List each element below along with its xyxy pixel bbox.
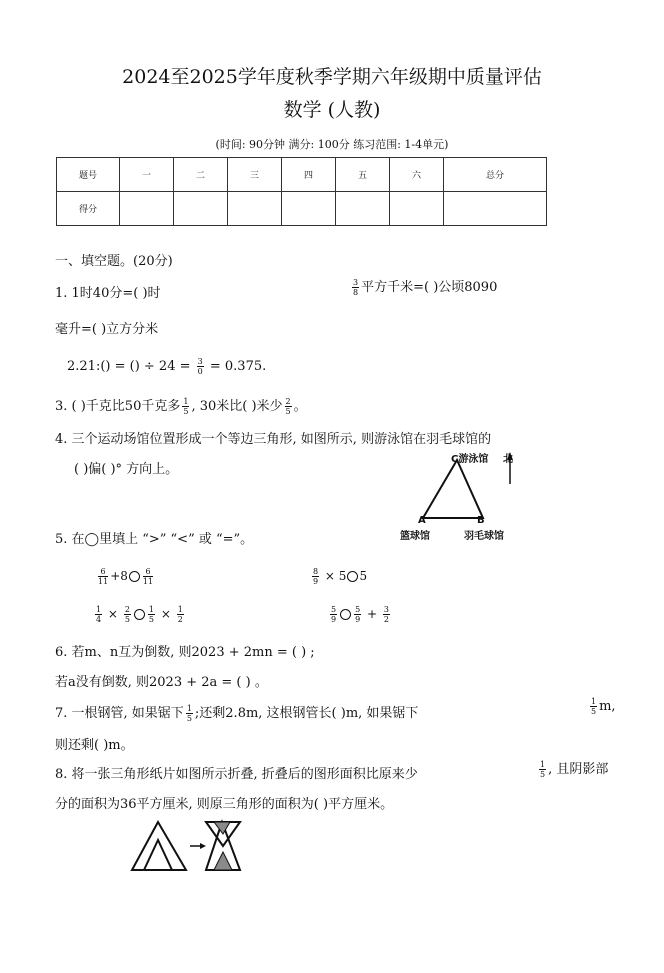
score-table <box>56 157 547 226</box>
table-cell: 六 <box>390 158 444 192</box>
fold-arrow <box>190 843 206 849</box>
fraction: $\frac{3}{0}$ <box>197 357 203 376</box>
table-cell: 题号 <box>57 158 120 192</box>
shaded-region <box>214 822 230 834</box>
fraction: $\frac{1}{4}$ <box>96 605 102 624</box>
section-heading: 一、填空题。(20分) <box>55 254 173 269</box>
score-cell[interactable] <box>228 192 282 226</box>
table-row <box>57 158 547 192</box>
table-row <box>57 192 547 226</box>
table-cell: 五 <box>336 158 390 192</box>
fraction: $\frac{1}{5}$ <box>540 760 546 779</box>
fraction: $\frac{5}{9}$ <box>355 605 361 624</box>
table-cell: 三 <box>228 158 282 192</box>
triangle-shape <box>423 460 483 518</box>
fraction: $\frac{5}{9}$ <box>331 605 337 624</box>
fraction: $\frac{1}{5}$ <box>591 697 597 716</box>
folded-shape <box>206 822 240 870</box>
fraction: $\frac{6}{11}$ <box>142 567 154 586</box>
question-6-line1: 6. 若m、n互为倒数, 则2023 + 2mn = ( ) ; <box>55 645 315 660</box>
question-7: 7. 一根钢管, 如果锯下 $\frac{1}{5}$ ;还剩2.8m, 这根钢管长( )m, 如果锯下 <box>55 704 419 723</box>
score-cell[interactable] <box>120 192 174 226</box>
table-cell: 得分 <box>57 192 120 226</box>
question-4-line2: ( )偏( )° 方向上。 <box>74 462 179 477</box>
comparison-2: $\frac{8}{9}$ × 5 5 <box>313 567 368 586</box>
question-4-line1: 4. 三个运动场馆位置形成一个等边三角形, 如图所示, 则游泳馆在羽毛球馆的 <box>55 432 492 447</box>
question-8: 8. 将一张三角形纸片如图所示折叠, 折叠后的图形面积比原来少 <box>55 767 418 782</box>
question-8-line2: 分的面积为36平方厘米, 则原三角形的面积为( )平方厘米。 <box>55 797 394 812</box>
question-5: 5. 在◯里填上 “>” “<” 或 “=”。 <box>55 532 254 547</box>
answer-circle[interactable] <box>129 571 140 582</box>
question-8-tail: $\frac{1}{5}$ , 且阴影部 <box>540 760 609 779</box>
fraction: $\frac{3}{8}$ <box>353 278 359 297</box>
question-1-line2: 毫升=( )立方分米 <box>55 322 159 337</box>
fraction: $\frac{1}{5}$ <box>186 704 192 723</box>
fraction: $\frac{2}{5}$ <box>285 397 291 416</box>
fraction: $\frac{2}{5}$ <box>124 605 130 624</box>
fraction: $\frac{6}{11}$ <box>98 567 109 586</box>
exam-info: (时间: 90分钟 满分: 100分 练习范围: 1-4单元) <box>215 138 449 151</box>
fold-triangle-diagram <box>128 818 258 876</box>
original-triangle <box>132 822 186 870</box>
label-north: 北 <box>503 454 513 465</box>
answer-circle[interactable] <box>340 609 351 620</box>
table-cell: 二 <box>174 158 228 192</box>
label-b: B <box>477 515 485 526</box>
question-1-part-b: $\frac{3}{8}$ 平方千米=( )公顷8090 <box>353 278 498 297</box>
comparison-4: $\frac{5}{9}$ $\frac{5}{9}$ + $\frac{3}{2}$ <box>331 605 389 624</box>
question-6-line2: 若a没有倒数, 则2023 + 2a = ( ) 。 <box>55 675 268 690</box>
score-cell[interactable] <box>444 192 547 226</box>
label-swimming: C游泳馆 <box>451 454 489 465</box>
comparison-3: $\frac{1}{4}$ × $\frac{2}{5}$ $\frac{1}{5}$ × $\frac{1}{2}$ <box>96 605 183 624</box>
score-cell[interactable] <box>174 192 228 226</box>
label-badminton: 羽毛球馆 <box>464 531 504 542</box>
question-1-part-a: 1. 1时40分=( )时 <box>55 286 161 301</box>
answer-circle[interactable] <box>134 609 145 620</box>
table-cell: 一 <box>120 158 174 192</box>
comparison-1: $\frac{6}{11}$ +8 $\frac{6}{11}$ <box>98 567 154 586</box>
fraction: $\frac{1}{2}$ <box>177 605 183 624</box>
fraction: $\frac{1}{5}$ <box>148 605 154 624</box>
score-cell[interactable] <box>282 192 336 226</box>
question-7-line2: 则还剩( )m。 <box>55 738 134 753</box>
exam-title: 2024至2025学年度秋季学期六年级期中质量评估 <box>122 66 542 88</box>
question-7-tail: $\frac{1}{5}$ m, <box>591 697 616 716</box>
label-basketball: 篮球馆 <box>400 531 430 542</box>
fraction: $\frac{3}{2}$ <box>383 605 389 624</box>
fraction: $\frac{1}{5}$ <box>183 397 189 416</box>
shaded-region <box>214 852 232 870</box>
label-a: A <box>418 515 426 526</box>
answer-circle[interactable] <box>347 571 358 582</box>
score-cell[interactable] <box>336 192 390 226</box>
score-cell[interactable] <box>390 192 444 226</box>
table-cell: 总分 <box>444 158 547 192</box>
question-3: 3. ( )千克比50千克多 $\frac{1}{5}$ , 30米比( )米少 $\frac{2}{5}$ 。 <box>55 397 307 416</box>
question-2: 2.21:() = () ÷ 24 = $\frac{3}{0}$ = 0.375. <box>67 357 267 376</box>
subject-title: 数学 (人教) <box>283 99 381 121</box>
table-cell: 四 <box>282 158 336 192</box>
fraction: $\frac{8}{9}$ <box>313 567 319 586</box>
